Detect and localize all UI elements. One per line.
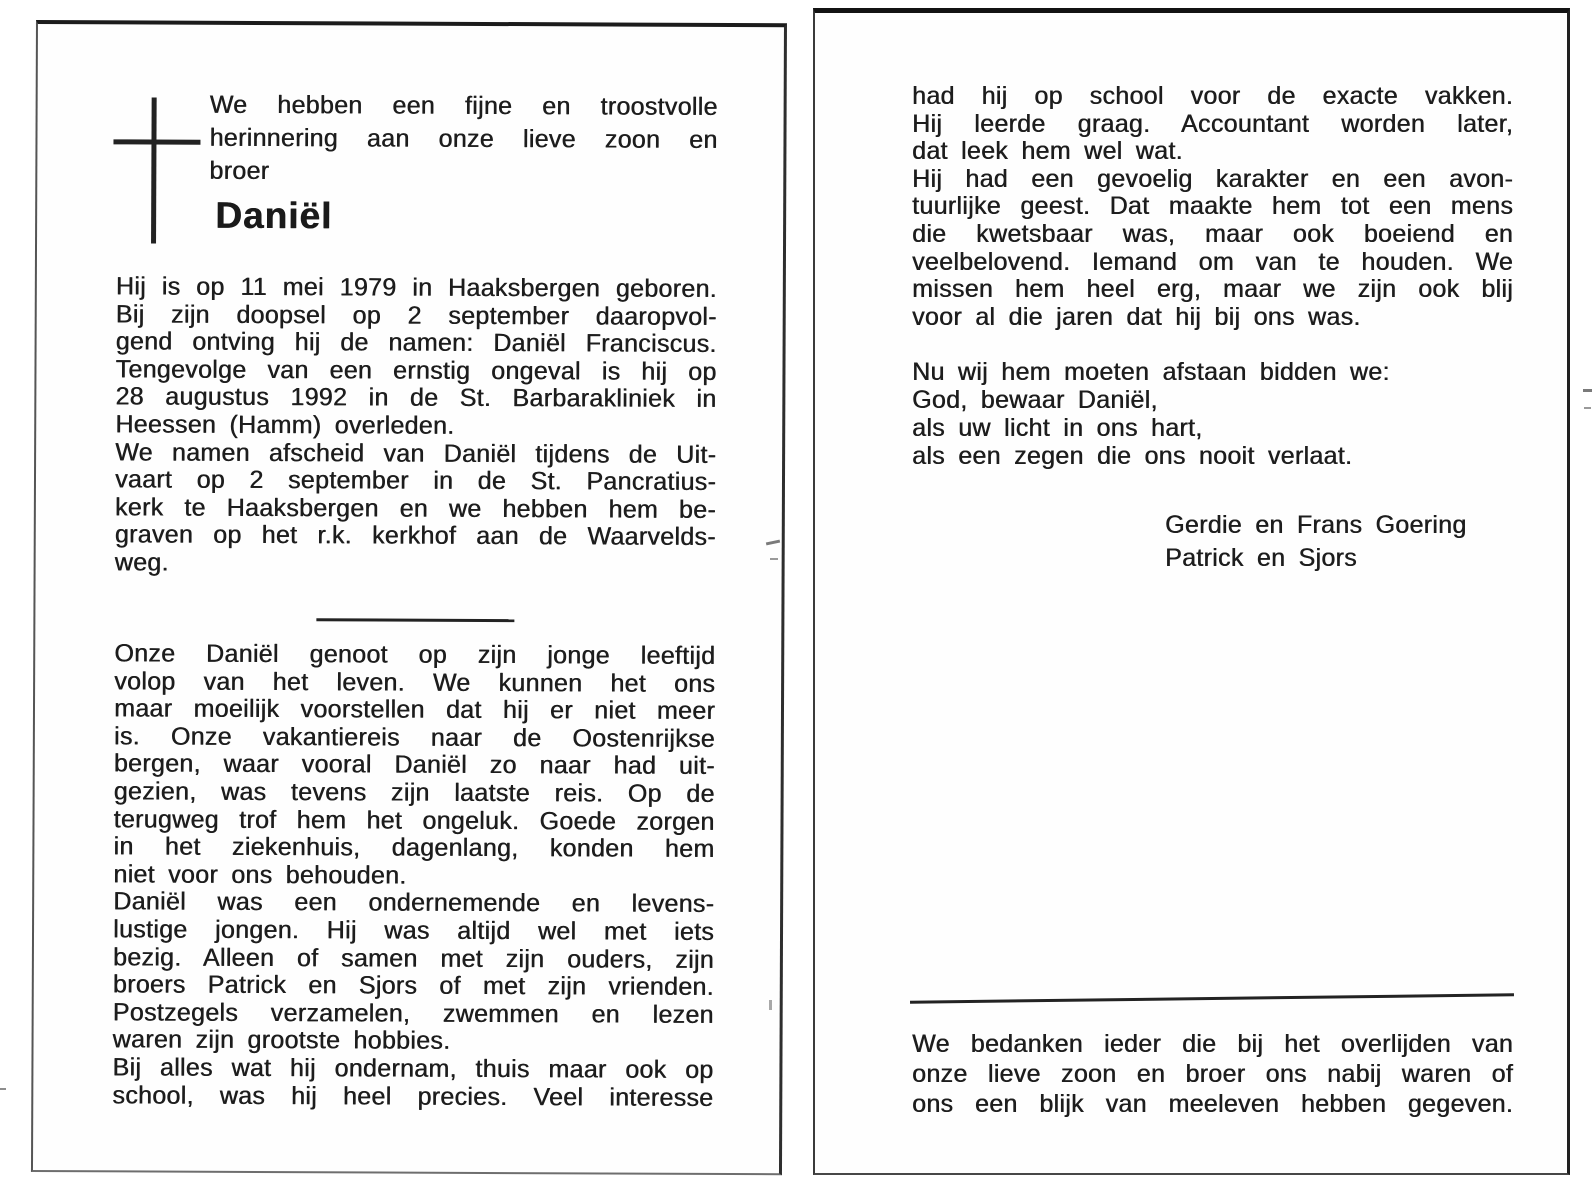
text-line: Tengevolge van een ernstig ongeval is hij op xyxy=(115,355,717,386)
text-line: We hebben een fijne en troostvolle xyxy=(209,90,718,121)
text-line: tuurlijke geest. Dat maakte hem tot een mens xyxy=(912,192,1513,221)
text-line: waren zijn grootste hobbies. xyxy=(112,1025,451,1056)
text-line: We namen afscheid van Daniël tijdens de Uit- xyxy=(115,437,717,469)
text-line: school, was hij heel precies. Veel interesse xyxy=(112,1080,714,1112)
scan-artifact xyxy=(1583,389,1592,392)
signature-names xyxy=(1165,509,1525,575)
text-line: broers Patrick en Sjors of met zijn vrienden. xyxy=(112,970,714,1002)
text-line: lustige jongen. Hij was altijd wel met iets xyxy=(112,915,715,946)
text-line: is. Onze vakantiereis naar de Oostenrijkse xyxy=(113,722,715,753)
text-line: in het ziekenhuis, dagenlang, konden hem xyxy=(113,832,715,864)
text-line: bezig. Alleen of samen met zijn ouders, zijn xyxy=(112,942,714,974)
text-line: Heessen (Hamm) overleden. xyxy=(115,410,455,440)
text-line: als uw licht in ons hart, xyxy=(912,414,1203,442)
text-line: gezien, was tevens zijn laatste reis. Op de xyxy=(113,777,715,808)
text-line: Bij alles wat hij ondernam, thuis maar ook op xyxy=(112,1053,714,1084)
paragraph-thanks xyxy=(912,1029,1513,1119)
text-line: broer xyxy=(209,156,270,186)
scan-artifact xyxy=(1584,407,1591,409)
text-line: vaart op 2 september in de St. Pancratius- xyxy=(114,465,717,497)
paragraph-memories xyxy=(112,640,715,1112)
text-line: onze lieve zoon en broer ons nabij waren of xyxy=(912,1060,1513,1088)
text-line: Bij zijn doopsel op 2 september daaropvol- xyxy=(115,299,717,331)
scan-artifact xyxy=(770,558,778,560)
text-line: maar moeilijk voorstellen dat hij er niet meer xyxy=(113,694,716,726)
text-line: bergen, waar vooral Daniël zo naar had uit- xyxy=(113,749,715,781)
text-line: die kwetsbaar was, maar ook boeiend en xyxy=(912,219,1513,248)
text-line: graven op het r.k. kerkhof aan de Waarvelds- xyxy=(114,520,716,552)
text-line: missen hem heel erg, maar we zijn ook blij xyxy=(912,275,1513,304)
text-line: We bedanken ieder die bij het overlijden van xyxy=(912,1030,1513,1058)
cross-horizontal-bar xyxy=(113,139,200,144)
card-left-page xyxy=(31,20,787,1175)
text-line: voor al die jaren dat hij bij ons was. xyxy=(912,302,1361,331)
text-line: 28 augustus 1992 in de St. Barbarakliniek in xyxy=(115,382,717,414)
paragraph-school-character xyxy=(912,83,1513,331)
text-line: Gerdie en Frans Goering xyxy=(1165,511,1467,539)
card-right-page xyxy=(813,8,1570,1175)
text-line: Hij leerde graag. Accountant worden later, xyxy=(912,109,1513,138)
latin-cross-icon xyxy=(113,97,201,243)
text-line: weg. xyxy=(114,548,169,577)
text-line: God, bewaar Daniël, xyxy=(912,386,1158,414)
text-line: niet voor ons behouden. xyxy=(113,860,407,890)
text-line: herinnering aan onze lieve zoon en xyxy=(209,123,718,154)
text-line: Nu wij hem moeten afstaan bidden we: xyxy=(912,358,1390,386)
text-line: dat leek hem wel wat. xyxy=(912,137,1183,166)
text-line: terugweg trof hem het ongeluk. Goede zorgen xyxy=(113,804,715,836)
prayer-text xyxy=(912,358,1513,470)
text-line: volop van het leven. We kunnen het ons xyxy=(114,666,716,698)
scan-artifact xyxy=(769,1000,772,1010)
text-line: had hij op school voor de exacte vakken. xyxy=(912,82,1513,110)
text-line: ons een blijk van meeleven hebben gegeven. xyxy=(912,1090,1513,1118)
text-line: Onze Daniël genoot op zijn jonge leeftijd xyxy=(114,639,716,670)
text-line: Hij had een gevoelig karakter en een avon- xyxy=(912,164,1513,193)
cross-vertical-bar xyxy=(151,98,157,244)
deceased-name-heading: Daniël xyxy=(215,194,333,237)
text-line: als een zegen die ons nooit verlaat. xyxy=(912,442,1353,470)
section-divider xyxy=(910,993,1514,1003)
section-divider xyxy=(316,618,514,622)
intro-text xyxy=(209,89,717,190)
text-line: Patrick en Sjors xyxy=(1165,544,1357,572)
text-line: Postzegels verzamelen, zwemmen en lezen xyxy=(112,998,714,1029)
text-line: Daniël was een ondernemende en levens- xyxy=(113,887,715,919)
text-line: kerk te Haaksbergen en we hebben hem be- xyxy=(114,493,716,524)
text-line: gend ontving hij de namen: Daniël Franciscus. xyxy=(115,327,717,359)
paragraph-life-dates xyxy=(115,273,717,579)
text-line: veelbelovend. Iemand om van te houden. We xyxy=(912,247,1513,276)
text-line: Hij is op 11 mei 1979 in Haaksbergen geboren. xyxy=(115,272,717,303)
scan-artifact xyxy=(0,1088,6,1090)
